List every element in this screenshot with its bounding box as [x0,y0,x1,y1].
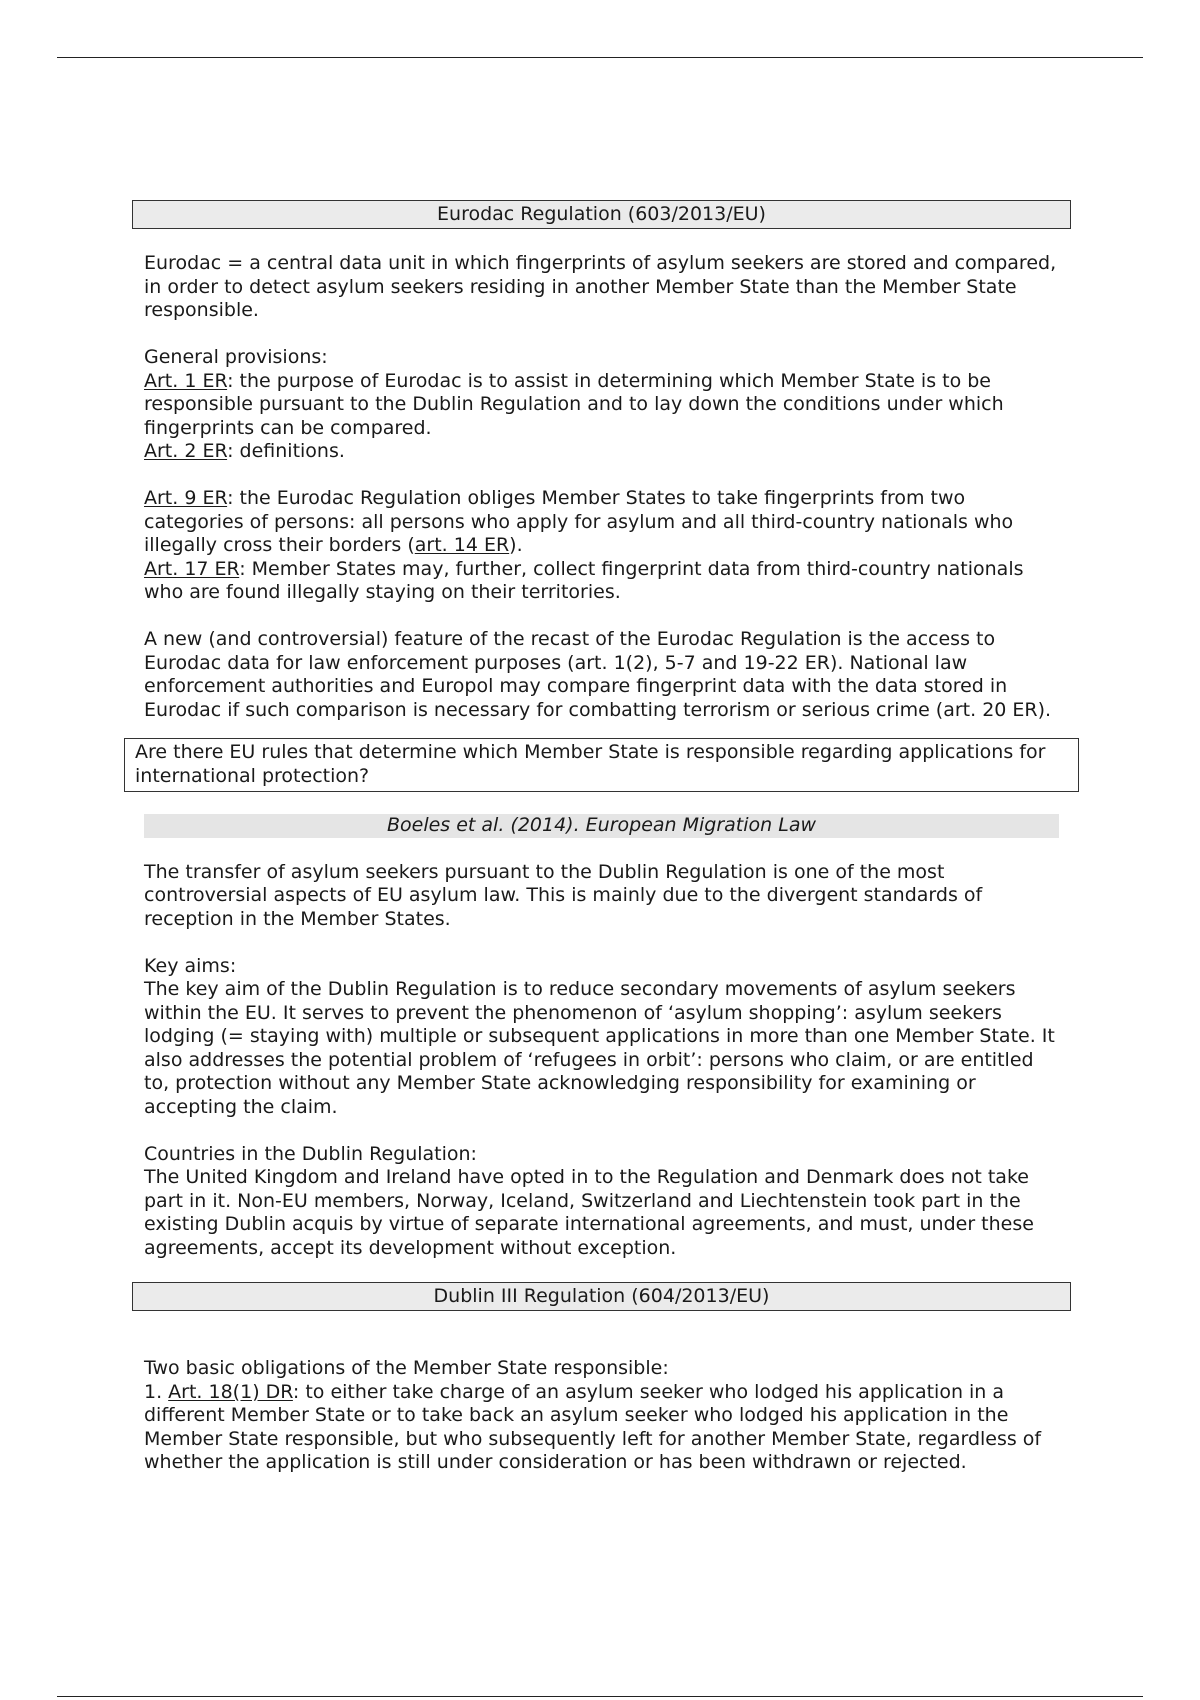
obligations-label: Two basic obligations of the Member State responsible: [144,1357,669,1379]
question-box [124,738,1079,792]
eurodac-intro: Eurodac = a central data unit in which fingerprints of asylum seekers are stored and compared, in order to detect asylum seekers residing in another Member State than the Member State responsible. [144,252,1057,321]
key-aims-paragraph: The key aim of the Dublin Regulation is to reduce secondary movements of asylum seekers within the EU. It serves to prevent the phenomenon of ‘asylum shopping’: asylum seekers lodging (= staying with) multiple or subsequent applications in more than one Member State. It also addresses the potential problem of ‘refugees in orbit’: persons who claim, or are entitled to, protection without any Member State acknowledging responsibility for examining or accepting the claim. [144,978,1055,1118]
dublin-text-block [134,861,1069,1261]
bottom-rule [57,1696,1143,1697]
eurodac-heading: Eurodac Regulation (603/2013/EU) [132,200,1071,229]
dublin-heading: Dublin III Regulation (604/2013/EU) [132,1282,1071,1311]
obligation-1-paragraph [144,1381,1059,1475]
source-reference: Boeles et al. (2014). European Migration Law [144,814,1059,838]
art9-text: : the Eurodac Regulation obliges Member States to take fingerprints from two categories of persons: all persons who apply for asylum and all third-country nationals who illegally cross their borders ( [144,487,1014,556]
art9-ref: Art. 9 ER [144,487,228,509]
art2-ref: Art. 2 ER [144,440,228,462]
eurodac-text-block [134,252,1069,722]
obligations-block [134,1357,1069,1475]
obligation-1-number: 1. [144,1380,169,1403]
transfer-paragraph: The transfer of asylum seekers pursuant to the Dublin Regulation is one of the most controversial aspects of EU asylum law. This is mainly due to the divergent standards of reception in the Member States. [144,860,983,930]
art2-paragraph [144,440,1059,464]
document-body [134,200,1069,1475]
law-enforcement-paragraph: A new (and controversial) feature of the recast of the Eurodac Regulation is the access to Eurodac data for law enforcement purposes (art. 1(2), 5-7 and 19-22 ER). National law enforcement authorities and Europol may compare fingerprint data with the data stored in Eurodac if such comparison is necessary for combatting terrorism or serious crime (art. 20 ER). [144,628,1052,721]
art1-ref: Art. 1 ER [144,369,228,392]
art9-paragraph [144,487,1059,558]
art2-text: : definitions. [227,440,345,462]
question-text: Are there EU rules that determine which Member State is responsible regarding applications for international protection? [135,741,1046,787]
art1-text: : the purpose of Eurodac is to assist in determining which Member State is to be responsible pursuant to the Dublin Regulation and to lay down the conditions under which fingerprints can be compared. [144,369,1004,439]
art14-ref: art. 14 ER [414,534,510,556]
countries-paragraph: The United Kingdom and Ireland have opted in to the Regulation and Denmark does not take part in it. Non-EU members, Norway, Iceland, Switzerland and Liechtenstein took part in the existing Dublin acquis by virtue of separate international agreements, and must, under these agreements, accept its development without exception. [144,1166,1034,1259]
art17-ref: Art. 17 ER [144,557,240,580]
top-rule [57,57,1143,58]
key-aims-label: Key aims: [144,954,237,977]
art17-paragraph [144,558,1059,605]
art14-close: ). [509,534,523,556]
general-provisions-label: General provisions: [144,346,328,368]
art17-text: : Member States may, further, collect fingerprint data from third-country nationals who are found illegally staying on their territories. [144,557,1024,603]
art18-text: : to either take charge of an asylum seeker who lodged his application in a different Member State or to take back an asylum seeker who lodged his application in the Member State responsible, but who subsequently left for another Member State, regardless of whether the application is still under consideration or has been withdrawn or rejected. [144,1380,1042,1473]
countries-label: Countries in the Dublin Regulation: [144,1142,477,1165]
art1-paragraph [144,370,1059,441]
art18-ref: Art. 18(1) DR [168,1380,293,1403]
